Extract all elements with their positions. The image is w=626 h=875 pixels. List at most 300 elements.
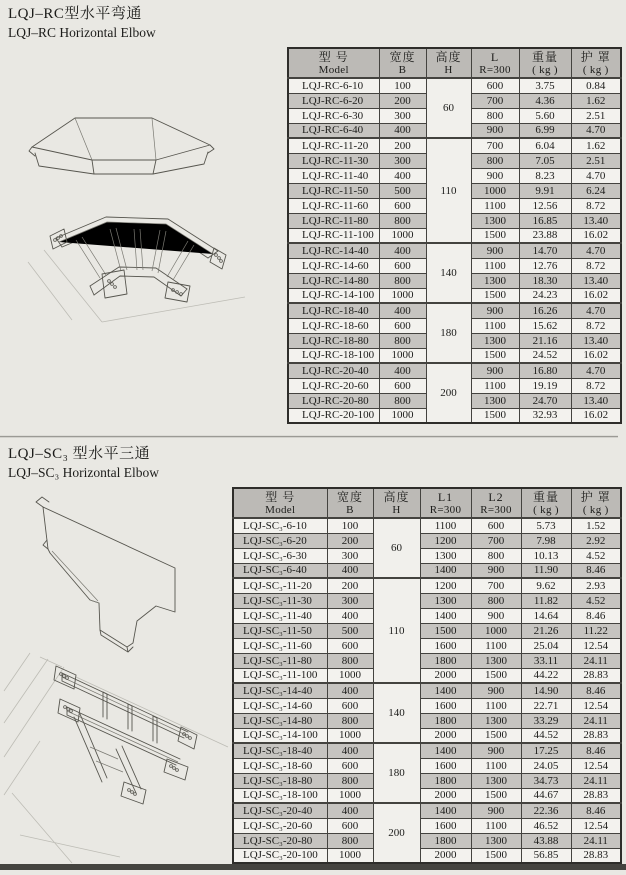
value-cell: 300 <box>379 108 426 123</box>
value-cell: 28.83 <box>571 848 621 863</box>
value-cell: 400 <box>379 168 426 183</box>
value-cell: 200 <box>327 533 373 548</box>
value-cell: 1100 <box>471 638 521 653</box>
value-cell: 1300 <box>471 393 519 408</box>
elbow-drawings <box>10 90 280 325</box>
model-cell: LQJ-RC-6-20 <box>288 93 379 108</box>
value-cell: 1300 <box>420 593 471 608</box>
value-cell: 800 <box>327 833 373 848</box>
section-rc-title-en: LQJ–RC Horizontal Elbow <box>8 25 156 40</box>
value-cell: 1400 <box>420 743 471 758</box>
value-cell: 2.51 <box>571 153 621 168</box>
table-row <box>288 78 621 93</box>
value-cell: 800 <box>379 273 426 288</box>
col-header-height: 高度 H <box>426 48 471 78</box>
value-cell: 24.70 <box>519 393 571 408</box>
value-cell: 28.83 <box>571 668 621 683</box>
value-cell: 2000 <box>420 668 471 683</box>
value-cell: 13.40 <box>571 333 621 348</box>
table-row <box>233 758 621 773</box>
value-cell: 400 <box>379 363 426 378</box>
value-cell: 200 <box>379 93 426 108</box>
model-cell: LQJ-SC₃-6-20 <box>233 533 327 548</box>
value-cell: 1600 <box>420 638 471 653</box>
value-cell: 8.72 <box>571 198 621 213</box>
value-cell: 800 <box>327 713 373 728</box>
value-cell: 11.82 <box>521 593 571 608</box>
table-row <box>233 803 621 818</box>
model-cell: LQJ-SC₃-14-40 <box>233 683 327 698</box>
height-group-cell: 140 <box>373 683 420 743</box>
value-cell: 800 <box>327 653 373 668</box>
model-cell: LQJ-RC-14-80 <box>288 273 379 288</box>
value-cell: 1000 <box>379 408 426 423</box>
value-cell: 23.88 <box>519 228 571 243</box>
model-cell: LQJ-RC-18-100 <box>288 348 379 363</box>
value-cell: 800 <box>471 593 521 608</box>
model-cell: LQJ-RC-6-40 <box>288 123 379 138</box>
value-cell: 21.16 <box>519 333 571 348</box>
value-cell: 13.40 <box>571 213 621 228</box>
value-cell: 900 <box>471 608 521 623</box>
value-cell: 900 <box>471 303 519 318</box>
value-cell: 1400 <box>420 803 471 818</box>
value-cell: 1000 <box>327 788 373 803</box>
value-cell: 1100 <box>471 698 521 713</box>
value-cell: 400 <box>327 683 373 698</box>
value-cell: 500 <box>327 623 373 638</box>
value-cell: 800 <box>379 333 426 348</box>
value-cell: 14.64 <box>521 608 571 623</box>
value-cell: 1300 <box>471 713 521 728</box>
value-cell: 600 <box>327 818 373 833</box>
col-header-height: 高度 H <box>373 488 420 518</box>
value-cell: 1500 <box>471 728 521 743</box>
value-cell: 2000 <box>420 728 471 743</box>
height-group-cell: 110 <box>373 578 420 683</box>
value-cell: 12.76 <box>519 258 571 273</box>
value-cell: 1600 <box>420 758 471 773</box>
value-cell: 1100 <box>471 258 519 273</box>
value-cell: 300 <box>379 153 426 168</box>
value-cell: 8.72 <box>571 258 621 273</box>
value-cell: 13.40 <box>571 273 621 288</box>
model-cell: LQJ-RC-18-40 <box>288 303 379 318</box>
model-cell: LQJ-SC₃-18-60 <box>233 758 327 773</box>
value-cell: 5.73 <box>521 518 571 533</box>
value-cell: 800 <box>379 213 426 228</box>
value-cell: 1300 <box>471 273 519 288</box>
value-cell: 25.04 <box>521 638 571 653</box>
value-cell: 28.83 <box>571 788 621 803</box>
rc-spec-table <box>287 47 622 424</box>
value-cell: 1800 <box>420 713 471 728</box>
value-cell: 1100 <box>471 198 519 213</box>
table-row <box>233 743 621 758</box>
value-cell: 600 <box>379 318 426 333</box>
value-cell: 1000 <box>379 288 426 303</box>
height-group-cell: 140 <box>426 243 471 303</box>
model-cell: LQJ-SC₃-18-40 <box>233 743 327 758</box>
value-cell: 3.75 <box>519 78 571 93</box>
value-cell: 16.80 <box>519 363 571 378</box>
value-cell: 4.70 <box>571 123 621 138</box>
col-header-model: 型 号 Model <box>233 488 327 518</box>
value-cell: 8.46 <box>571 563 621 578</box>
model-cell: LQJ-SC₃-11-30 <box>233 593 327 608</box>
value-cell: 200 <box>379 138 426 153</box>
value-cell: 6.04 <box>519 138 571 153</box>
model-cell: LQJ-SC₃-14-60 <box>233 698 327 713</box>
model-cell: LQJ-SC₃-18-100 <box>233 788 327 803</box>
value-cell: 22.36 <box>521 803 571 818</box>
value-cell: 700 <box>471 533 521 548</box>
model-cell: LQJ-SC₃-11-40 <box>233 608 327 623</box>
model-cell: LQJ-SC₃-11-50 <box>233 623 327 638</box>
value-cell: 1.62 <box>571 138 621 153</box>
value-cell: 0.84 <box>571 78 621 93</box>
tee-cover-drawing <box>36 497 175 652</box>
value-cell: 1000 <box>327 848 373 863</box>
value-cell: 17.25 <box>521 743 571 758</box>
value-cell: 4.70 <box>571 303 621 318</box>
col-header-model: 型 号 Model <box>288 48 379 78</box>
model-cell: LQJ-SC₃-14-80 <box>233 713 327 728</box>
col-header-length2: L2 R=300 <box>471 488 521 518</box>
value-cell: 900 <box>471 743 521 758</box>
value-cell: 8.46 <box>571 608 621 623</box>
value-cell: 11.22 <box>571 623 621 638</box>
value-cell: 400 <box>327 743 373 758</box>
value-cell: 1400 <box>420 683 471 698</box>
value-cell: 19.19 <box>519 378 571 393</box>
value-cell: 44.22 <box>521 668 571 683</box>
table-row <box>233 698 621 713</box>
value-cell: 1000 <box>327 728 373 743</box>
value-cell: 14.70 <box>519 243 571 258</box>
value-cell: 2000 <box>420 788 471 803</box>
value-cell: 1400 <box>420 563 471 578</box>
value-cell: 900 <box>471 363 519 378</box>
height-group-cell: 200 <box>373 803 420 863</box>
value-cell: 8.46 <box>571 803 621 818</box>
value-cell: 700 <box>471 93 519 108</box>
col-header-width: 宽度 B <box>379 48 426 78</box>
value-cell: 1100 <box>471 758 521 773</box>
value-cell: 56.85 <box>521 848 571 863</box>
value-cell: 1500 <box>471 408 519 423</box>
value-cell: 1600 <box>420 818 471 833</box>
table-row <box>233 773 621 788</box>
value-cell: 1500 <box>420 623 471 638</box>
value-cell: 12.54 <box>571 638 621 653</box>
value-cell: 4.52 <box>571 548 621 563</box>
value-cell: 1200 <box>420 578 471 593</box>
value-cell: 800 <box>471 153 519 168</box>
model-cell: LQJ-RC-6-10 <box>288 78 379 93</box>
model-cell: LQJ-RC-14-100 <box>288 288 379 303</box>
model-cell: LQJ-RC-14-60 <box>288 258 379 273</box>
model-cell: LQJ-SC₃-20-100 <box>233 848 327 863</box>
model-cell: LQJ-RC-20-80 <box>288 393 379 408</box>
value-cell: 100 <box>379 78 426 93</box>
table-row <box>233 548 621 563</box>
value-cell: 600 <box>379 258 426 273</box>
table-row <box>233 608 621 623</box>
elbow-tray-drawing <box>28 217 245 322</box>
model-cell: LQJ-RC-20-40 <box>288 363 379 378</box>
value-cell: 900 <box>471 803 521 818</box>
value-cell: 4.70 <box>571 243 621 258</box>
value-cell: 900 <box>471 683 521 698</box>
value-cell: 2.92 <box>571 533 621 548</box>
model-cell: LQJ-SC₃-11-80 <box>233 653 327 668</box>
value-cell: 1000 <box>379 228 426 243</box>
model-cell: LQJ-RC-11-40 <box>288 168 379 183</box>
value-cell: 500 <box>379 183 426 198</box>
table-row <box>288 363 621 378</box>
value-cell: 24.11 <box>571 773 621 788</box>
model-cell: LQJ-SC₃-14-100 <box>233 728 327 743</box>
value-cell: 28.83 <box>571 728 621 743</box>
value-cell: 400 <box>327 563 373 578</box>
value-cell: 800 <box>471 108 519 123</box>
value-cell: 9.91 <box>519 183 571 198</box>
value-cell: 1200 <box>420 533 471 548</box>
col-header-weight: 重量 ( kg ) <box>519 48 571 78</box>
value-cell: 16.85 <box>519 213 571 228</box>
table-row <box>233 818 621 833</box>
table-row <box>233 653 621 668</box>
value-cell: 14.90 <box>521 683 571 698</box>
section-rc-title-zh: LQJ–RC型水平弯通 <box>8 6 142 22</box>
model-cell: LQJ-RC-11-100 <box>288 228 379 243</box>
value-cell: 7.98 <box>521 533 571 548</box>
value-cell: 44.52 <box>521 728 571 743</box>
value-cell: 12.56 <box>519 198 571 213</box>
height-group-cell: 200 <box>426 363 471 423</box>
value-cell: 5.60 <box>519 108 571 123</box>
value-cell: 16.02 <box>571 228 621 243</box>
value-cell: 400 <box>327 608 373 623</box>
value-cell: 400 <box>379 243 426 258</box>
model-cell: LQJ-SC₃-11-100 <box>233 668 327 683</box>
value-cell: 8.72 <box>571 318 621 333</box>
value-cell: 4.36 <box>519 93 571 108</box>
value-cell: 900 <box>471 243 519 258</box>
value-cell: 33.29 <box>521 713 571 728</box>
table-row <box>233 713 621 728</box>
value-cell: 1500 <box>471 288 519 303</box>
value-cell: 1.62 <box>571 93 621 108</box>
value-cell: 900 <box>471 123 519 138</box>
value-cell: 700 <box>471 138 519 153</box>
value-cell: 2000 <box>420 848 471 863</box>
section-divider <box>0 436 618 437</box>
value-cell: 1600 <box>420 698 471 713</box>
height-group-cell: 60 <box>426 78 471 138</box>
value-cell: 4.52 <box>571 593 621 608</box>
value-cell: 6.24 <box>571 183 621 198</box>
value-cell: 32.93 <box>519 408 571 423</box>
model-cell: LQJ-RC-14-40 <box>288 243 379 258</box>
value-cell: 1100 <box>471 818 521 833</box>
value-cell: 600 <box>379 198 426 213</box>
value-cell: 34.73 <box>521 773 571 788</box>
model-cell: LQJ-RC-18-60 <box>288 318 379 333</box>
table-row <box>233 578 621 593</box>
model-cell: LQJ-SC₃-20-40 <box>233 803 327 818</box>
model-cell: LQJ-RC-11-80 <box>288 213 379 228</box>
value-cell: 24.11 <box>571 653 621 668</box>
value-cell: 12.54 <box>571 758 621 773</box>
table-row <box>288 303 621 318</box>
value-cell: 12.54 <box>571 698 621 713</box>
table-row <box>233 668 621 683</box>
value-cell: 1500 <box>471 788 521 803</box>
table-row <box>233 638 621 653</box>
value-cell: 1800 <box>420 833 471 848</box>
value-cell: 8.46 <box>571 683 621 698</box>
value-cell: 24.23 <box>519 288 571 303</box>
value-cell: 1800 <box>420 773 471 788</box>
value-cell: 7.05 <box>519 153 571 168</box>
col-header-weight: 重量 ( kg ) <box>521 488 571 518</box>
table-row <box>233 788 621 803</box>
value-cell: 18.30 <box>519 273 571 288</box>
value-cell: 16.02 <box>571 408 621 423</box>
value-cell: 8.46 <box>571 743 621 758</box>
model-cell: LQJ-RC-11-20 <box>288 138 379 153</box>
model-cell: LQJ-SC₃-6-30 <box>233 548 327 563</box>
elbow-cover-drawing <box>29 118 214 174</box>
value-cell: 600 <box>327 698 373 713</box>
value-cell: 1300 <box>471 773 521 788</box>
model-cell: LQJ-RC-11-30 <box>288 153 379 168</box>
section-rc-titles <box>8 5 156 42</box>
value-cell: 800 <box>379 393 426 408</box>
height-group-cell: 180 <box>373 743 420 803</box>
tee-drawings <box>0 495 240 865</box>
value-cell: 1300 <box>420 548 471 563</box>
value-cell: 400 <box>379 123 426 138</box>
table-row <box>288 243 621 258</box>
value-cell: 22.71 <box>521 698 571 713</box>
value-cell: 1000 <box>471 623 521 638</box>
value-cell: 900 <box>471 168 519 183</box>
value-cell: 300 <box>327 548 373 563</box>
value-cell: 1100 <box>420 518 471 533</box>
value-cell: 21.26 <box>521 623 571 638</box>
table-row <box>233 683 621 698</box>
value-cell: 2.93 <box>571 578 621 593</box>
value-cell: 13.40 <box>571 393 621 408</box>
value-cell: 400 <box>327 803 373 818</box>
value-cell: 4.70 <box>571 168 621 183</box>
model-cell: LQJ-SC₃-18-80 <box>233 773 327 788</box>
tee-tray-drawing <box>4 653 228 863</box>
value-cell: 43.88 <box>521 833 571 848</box>
model-cell: LQJ-RC-6-30 <box>288 108 379 123</box>
value-cell: 1300 <box>471 653 521 668</box>
value-cell: 800 <box>471 548 521 563</box>
value-cell: 600 <box>471 78 519 93</box>
value-cell: 24.52 <box>519 348 571 363</box>
rc-table-body <box>288 78 621 423</box>
value-cell: 16.26 <box>519 303 571 318</box>
value-cell: 8.72 <box>571 378 621 393</box>
col-header-cover: 护 罩 ( kg ) <box>571 48 621 78</box>
model-cell: LQJ-SC₃-20-60 <box>233 818 327 833</box>
model-cell: LQJ-SC₃-11-60 <box>233 638 327 653</box>
col-header-width: 宽度 B <box>327 488 373 518</box>
table-row <box>233 593 621 608</box>
value-cell: 1500 <box>471 228 519 243</box>
model-cell: LQJ-RC-11-50 <box>288 183 379 198</box>
value-cell: 46.52 <box>521 818 571 833</box>
col-header-length1: L1 R=300 <box>420 488 471 518</box>
value-cell: 8.23 <box>519 168 571 183</box>
table-row <box>233 848 621 863</box>
value-cell: 600 <box>327 758 373 773</box>
value-cell: 1500 <box>471 848 521 863</box>
value-cell: 700 <box>471 578 521 593</box>
value-cell: 1000 <box>379 348 426 363</box>
scan-bottom-edge <box>0 864 626 870</box>
value-cell: 600 <box>327 638 373 653</box>
value-cell: 200 <box>327 578 373 593</box>
value-cell: 24.11 <box>571 713 621 728</box>
value-cell: 33.11 <box>521 653 571 668</box>
value-cell: 600 <box>471 518 521 533</box>
height-group-cell: 110 <box>426 138 471 243</box>
value-cell: 10.13 <box>521 548 571 563</box>
value-cell: 1300 <box>471 213 519 228</box>
value-cell: 1300 <box>471 833 521 848</box>
table-row <box>233 728 621 743</box>
model-cell: LQJ-RC-18-80 <box>288 333 379 348</box>
value-cell: 1300 <box>471 333 519 348</box>
value-cell: 6.99 <box>519 123 571 138</box>
model-cell: LQJ-SC₃-11-20 <box>233 578 327 593</box>
section-sc3-title-zh: LQJ–SC₃ 型水平三通 <box>8 446 151 462</box>
value-cell: 300 <box>327 593 373 608</box>
table-row <box>288 138 621 153</box>
sc3-table-body <box>233 518 621 863</box>
value-cell: 12.54 <box>571 818 621 833</box>
value-cell: 9.62 <box>521 578 571 593</box>
section-sc3-titles <box>8 445 159 482</box>
value-cell: 400 <box>379 303 426 318</box>
table-row <box>233 563 621 578</box>
height-group-cell: 60 <box>373 518 420 578</box>
sc3-table-header <box>233 488 621 518</box>
col-header-length: L R=300 <box>471 48 519 78</box>
value-cell: 16.02 <box>571 288 621 303</box>
value-cell: 1500 <box>471 668 521 683</box>
sc3-spec-table <box>232 487 622 864</box>
value-cell: 15.62 <box>519 318 571 333</box>
section-sc3-title-en: LQJ–SC₃ Horizontal Elbow <box>8 465 159 480</box>
value-cell: 11.90 <box>521 563 571 578</box>
value-cell: 1.52 <box>571 518 621 533</box>
model-cell: LQJ-SC₃-20-80 <box>233 833 327 848</box>
value-cell: 1000 <box>471 183 519 198</box>
value-cell: 1400 <box>420 608 471 623</box>
value-cell: 600 <box>379 378 426 393</box>
value-cell: 100 <box>327 518 373 533</box>
value-cell: 900 <box>471 563 521 578</box>
